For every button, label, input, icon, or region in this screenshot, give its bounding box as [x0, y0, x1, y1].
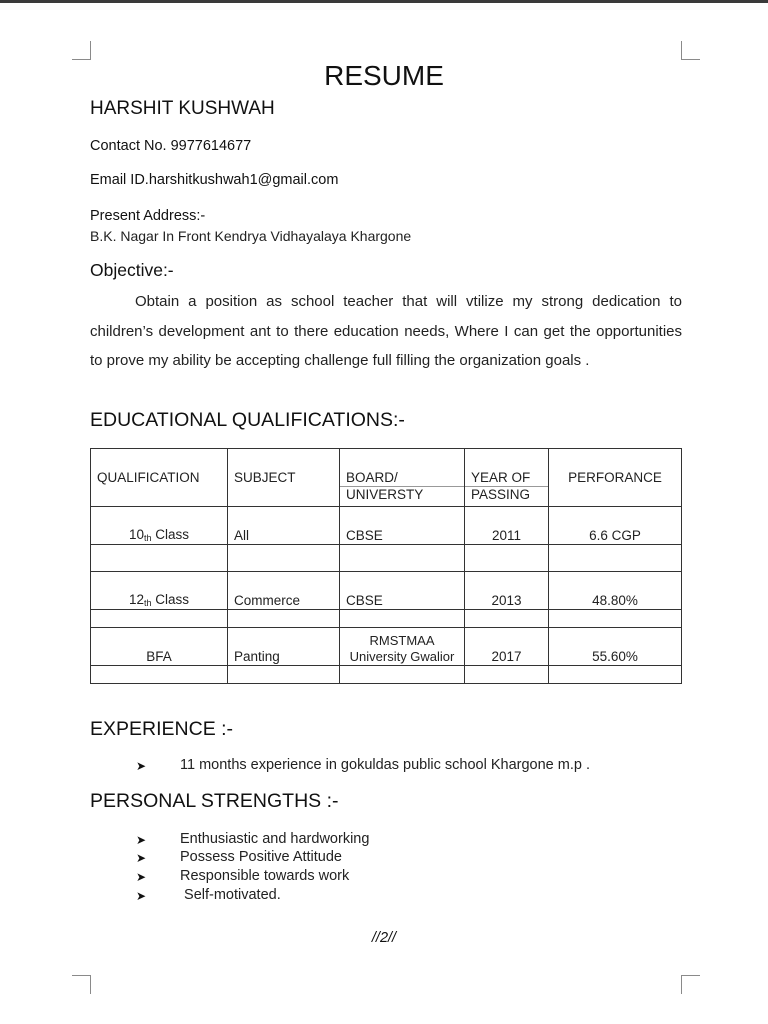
education-heading: EDUCATIONAL QUALIFICATIONS:-: [90, 409, 405, 431]
cell-qualification: [91, 572, 228, 610]
bullet-arrow-icon: ➤: [136, 889, 147, 903]
header-performance: PERFORANCE: [549, 449, 682, 507]
header-subject: SUBJECT: [228, 449, 340, 507]
table-row-spacer: [91, 610, 682, 628]
top-edge-bar: [0, 0, 768, 3]
qual-ordinal: th: [144, 533, 152, 543]
crop-mark-bottom-left: [72, 975, 91, 994]
objective-heading: Objective:-: [90, 260, 174, 280]
address-label: Present Address:-: [90, 208, 206, 224]
cell-year: 2011: [465, 507, 549, 545]
header-board-line2: UNIVERSTY: [340, 487, 465, 507]
experience-item: 11 months experience in gokuldas public school Khargone m.p .: [180, 757, 591, 773]
education-table: [90, 448, 682, 684]
table-row: [91, 628, 682, 666]
cell-subject: Panting: [228, 628, 340, 666]
cell-subject: Commerce: [228, 572, 340, 610]
objective-block: [90, 287, 682, 376]
strength-item: Possess Positive Attitude: [180, 849, 342, 865]
cell-board: CBSE: [340, 572, 465, 610]
cell-subject: All: [228, 507, 340, 545]
header-board-line1: BOARD/: [340, 449, 465, 487]
table-row: [91, 507, 682, 545]
cell-board: CBSE: [340, 507, 465, 545]
candidate-name: HARSHIT KUSHWAH: [90, 98, 275, 119]
email-address: Email ID.harshitkushwah1@gmail.com: [90, 172, 339, 188]
bullet-arrow-icon: ➤: [136, 870, 147, 884]
objective-text: Obtain a position as school teacher that will vtilize my strong dedication to children’s development ant to there education needs, Where I can get the opportunities to prove my ability be accepting challenge full filling the organization goals .: [90, 293, 682, 369]
page-marker: //2//: [371, 930, 397, 946]
cell-performance: 6.6 CGP: [549, 507, 682, 545]
header-year-line2: PASSING: [465, 487, 549, 507]
qual-suffix: Class: [151, 592, 190, 607]
header-qualification: QUALIFICATION: [91, 449, 228, 507]
cell-year: 2017: [465, 628, 549, 666]
strengths-heading: PERSONAL STRENGTHS :-: [90, 790, 339, 812]
cell-board-line1: RMSTMAA: [369, 633, 435, 648]
cell-performance: 55.60%: [549, 628, 682, 666]
qual-number: 10: [128, 527, 144, 542]
cell-year: 2013: [465, 572, 549, 610]
strength-item: Enthusiastic and hardworking: [180, 831, 370, 847]
cell-board-line2: University Gwalior: [349, 649, 455, 664]
bullet-arrow-icon: ➤: [136, 833, 147, 847]
contact-number: Contact No. 9977614677: [90, 138, 252, 154]
cell-performance: 48.80%: [549, 572, 682, 610]
qual-number: 12: [128, 592, 144, 607]
crop-mark-bottom-right: [681, 975, 700, 994]
crop-mark-top-right: [681, 41, 700, 60]
header-year-line1: YEAR OF: [465, 449, 549, 487]
table-row-spacer: [91, 545, 682, 572]
strength-item: Self-motivated.: [180, 887, 281, 903]
table-row-spacer: [91, 666, 682, 684]
strength-item: Responsible towards work: [180, 868, 350, 884]
cell-qualification: BFA: [91, 628, 228, 666]
crop-mark-top-left: [72, 41, 91, 60]
address-value: B.K. Nagar In Front Kendrya Vidhayalaya Khargone: [90, 228, 412, 244]
experience-heading: EXPERIENCE :-: [90, 718, 234, 740]
bullet-arrow-icon: ➤: [136, 759, 147, 773]
qual-suffix: Class: [151, 527, 190, 542]
bullet-arrow-icon: ➤: [136, 851, 147, 865]
cell-board: [340, 628, 465, 666]
table-row: [91, 572, 682, 610]
qual-ordinal: th: [144, 598, 152, 608]
table-header-row: [91, 449, 682, 487]
cell-qualification: [91, 507, 228, 545]
document-title: RESUME: [324, 60, 444, 91]
